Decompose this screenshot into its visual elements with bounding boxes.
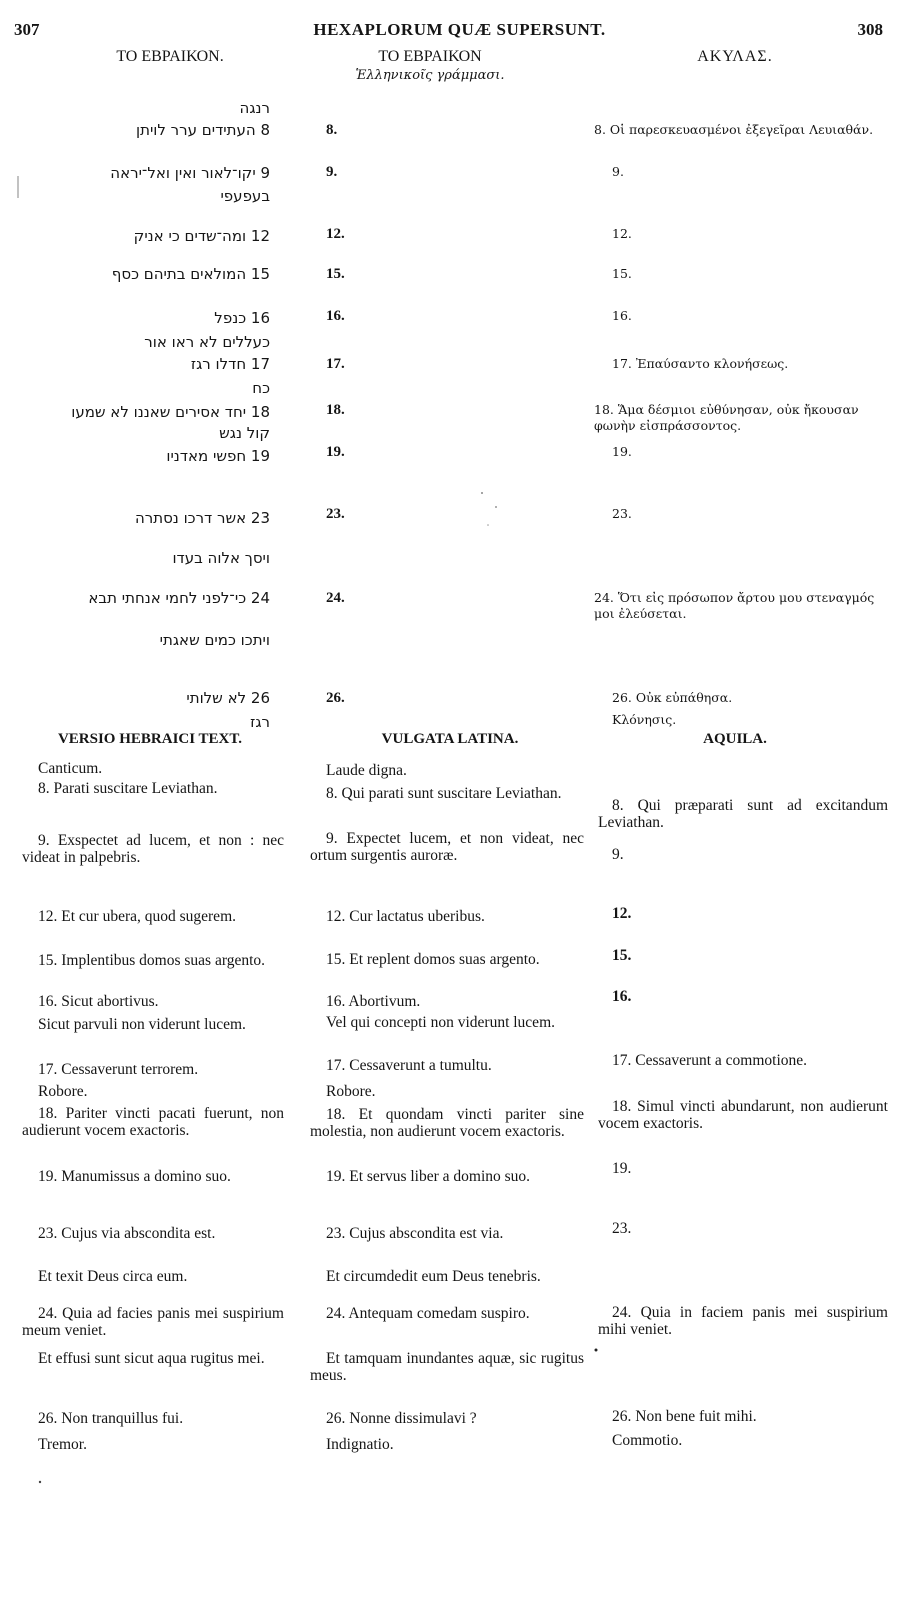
versio-verse: Sicut parvuli non viderunt lucem.	[38, 1016, 246, 1033]
translit-verse-number: 16.	[326, 308, 345, 324]
hebrew-line: ויתכו כמים שאגתי	[159, 631, 270, 649]
hebrew-line: 17 חדלו רגז	[190, 355, 270, 373]
column-subhead-translit: Ἑλληνικοῖς γράμμασι.	[355, 68, 505, 83]
hebrew-line: 23 אשר דרכו נסתרה	[134, 509, 270, 527]
vulgata-verse: 18. Et quondam vincti pariter sine molestia, non audierunt vocem exactoris.	[310, 1106, 584, 1140]
vulgata-verse: 15. Et replent domos suas argento.	[326, 951, 540, 968]
aquila-latin-verse: 9.	[612, 846, 624, 863]
aquila-greek-verse: Κλόνησις.	[612, 712, 677, 727]
versio-verse: 23. Cujus via abscondita est.	[38, 1225, 216, 1242]
hebrew-line: ויסך אלוה בעדו	[172, 549, 270, 567]
column-head-vulgata: VULGATA LATINA.	[381, 731, 519, 747]
vulgata-verse: Et circumdedit eum Deus tenebris.	[326, 1268, 541, 1285]
versio-verse: 16. Sicut abortivus.	[38, 993, 159, 1010]
versio-text: Canticum.	[38, 760, 103, 777]
versio-verse: 15. Implentibus domos suas argento.	[38, 952, 266, 969]
hebrew-line: 16 כנפל	[214, 309, 270, 327]
versio-verse: Tremor.	[38, 1436, 87, 1453]
translit-verse-number: 18.	[326, 402, 345, 418]
aquila-greek-verse: 26. Οὐκ εὐπάθησα.	[612, 690, 733, 705]
column-head-aquila-greek: ΑΚΥΛΑΣ.	[697, 48, 773, 65]
vulgata-verse: 24. Antequam comedam suspiro.	[326, 1305, 530, 1322]
translit-verse-number: 19.	[326, 444, 345, 460]
aquila-greek-verse: 17. Ἐπαύσαντο κλονήσεως.	[612, 356, 789, 371]
aquila-greek-verse: 16.	[612, 308, 632, 323]
translit-verse-number: 17.	[326, 356, 345, 372]
aquila-greek-verse: 15.	[612, 266, 632, 281]
versio-verse: 19. Manumissus a domino suo.	[38, 1168, 231, 1185]
hebrew-line: 12 ומה־שדים כי אניק	[133, 227, 270, 245]
translit-verse-number: 8.	[326, 122, 338, 138]
aquila-latin-verse: 18. Simul vincti abundarunt, non audierunt vocem exactoris.	[598, 1098, 888, 1132]
translit-verse-number: 24.	[326, 590, 345, 606]
aquila-latin-verse: 15.	[612, 947, 632, 964]
versio-verse: Et effusi sunt sicut aqua rugitus mei.	[38, 1350, 265, 1367]
vulgata-verse: 26. Nonne dissimulavi ?	[326, 1410, 477, 1427]
aquila-latin-verse: 12.	[612, 905, 632, 922]
versio-verse: 18. Pariter vincti pacati fuerunt, non audierunt vocem exactoris.	[22, 1105, 284, 1139]
vulgata-verse: 19. Et servus liber a domino suo.	[326, 1168, 531, 1185]
hebrew-line: רגז	[250, 713, 270, 731]
aquila-greek-verse: 9.	[612, 164, 624, 179]
aquila-greek-verse: 19.	[612, 444, 632, 459]
vulgata-verse: 12. Cur lactatus uberibus.	[326, 908, 485, 925]
vulgata-verse: 23. Cujus abscondita est via.	[326, 1225, 504, 1242]
hebrew-line: 19 חפשי מאדניו	[166, 447, 270, 465]
column-head-hebrew: ΤΟ ΕΒΡΑΙΚΟΝ.	[116, 48, 224, 65]
aquila-greek-verse: 24. Ὅτι εἰς πρόσωπον ἄρτου μου στεναγμός μοι ἐλεύσεται.	[594, 590, 875, 621]
vulgata-verse: Robore.	[326, 1083, 376, 1100]
hebrew-line: קול נגש	[219, 424, 270, 442]
translit-verse-number: 26.	[326, 690, 345, 706]
hebrew-line: רנגה	[239, 99, 270, 117]
translit-verse-number: 12.	[326, 226, 345, 242]
aquila-latin-verse: 24. Quia in faciem panis mei suspirium mihi veniet.	[598, 1304, 888, 1338]
aquila-latin-verse: 23.	[612, 1220, 632, 1237]
aquila-greek-verse: 23.	[612, 506, 632, 521]
translit-verse-number: 9.	[326, 164, 338, 180]
aquila-latin-verse: 8. Qui præparati sunt ad excitandum Leviathan.	[598, 797, 888, 831]
vulgata-verse: Et tamquam inundantes aquæ, sic rugitus meus.	[310, 1350, 584, 1384]
versio-verse: Robore.	[38, 1083, 88, 1100]
vulgata-verse: 16. Abortivum.	[326, 993, 421, 1010]
hebrew-line: 15 המולאים בתיהם כסף	[111, 265, 270, 283]
hebrew-line: 18 יחד אסירים שאננו לא שמעו	[71, 403, 270, 421]
vulgata-verse: 17. Cessaverunt a tumultu.	[326, 1057, 492, 1074]
translit-verse-number: 23.	[326, 506, 345, 522]
aquila-latin-verse: 26. Non bene fuit mihi.	[612, 1408, 757, 1425]
hebrew-line: כעללים לא ראו אור	[144, 333, 270, 351]
column-head-translit: ΤΟ ΕΒΡΑΙΚΟΝ	[378, 48, 482, 65]
vulgata-verse: Vel qui concepti non viderunt lucem.	[326, 1014, 555, 1031]
versio-verse: 26. Non tranquillus fui.	[38, 1410, 184, 1427]
vulgata-text: Laude digna.	[326, 762, 407, 779]
vulgata-verse: 9. Expectet lucem, et non videat, nec ortum surgentis auroræ.	[310, 830, 584, 864]
aquila-latin-verse: 19.	[612, 1160, 632, 1177]
page-number-right: 308	[857, 20, 883, 39]
page-number-left: 307	[14, 20, 40, 39]
running-title: HEXAPLORUM QUÆ SUPERSUNT.	[313, 20, 606, 39]
aquila-latin-verse: Commotio.	[612, 1432, 683, 1449]
hebrew-line: 26 לא שלותי	[186, 689, 270, 707]
aquila-latin-verse: 17. Cessaverunt a commotione.	[612, 1052, 807, 1069]
aquila-greek-verse: 8. Οἱ παρεσκευασμένοι ἐξεγεῖραι Λευιαθάν.	[594, 122, 874, 137]
aquila-greek-verse: 12.	[612, 226, 632, 241]
hebrew-line: 8 העתידים ערר לויתן	[136, 121, 270, 139]
vulgata-verse: 8. Qui parati sunt suscitare Leviathan.	[326, 785, 562, 802]
vulgata-verse: Indignatio.	[326, 1436, 394, 1453]
translit-verse-number: 15.	[326, 266, 345, 282]
versio-verse: 17. Cessaverunt terrorem.	[38, 1061, 199, 1078]
aquila-latin-verse: 16.	[612, 988, 632, 1005]
hebrew-line: בעפעפי	[220, 187, 270, 205]
column-head-aquila-latin: AQUILA.	[703, 731, 767, 747]
hebrew-line: 24 כי־לפני לחמי אנחתי תבא	[88, 589, 270, 607]
hebrew-line: 9 יקו־לאור ואין ואל־יראה	[110, 164, 270, 182]
aquila-greek-verse: 18. Ἅμα δέσμιοι εὐθύνησαν, οὐκ ἤκουσαν φωνὴν εἰσπράσσοντος.	[594, 402, 859, 433]
versio-verse: 12. Et cur ubera, quod sugerem.	[38, 908, 236, 925]
versio-verse: 24. Quia ad facies panis mei suspirium meum veniet.	[22, 1305, 284, 1339]
column-head-versio: VERSIO HEBRAICI TEXT.	[57, 731, 243, 747]
versio-verse: Et texit Deus circa eum.	[38, 1268, 188, 1285]
versio-verse: 9. Exspectet ad lucem, et non : nec videat in palpebris.	[22, 832, 284, 866]
hebrew-line: כח	[252, 379, 270, 397]
versio-verse: 8. Parati suscitare Leviathan.	[38, 780, 218, 797]
